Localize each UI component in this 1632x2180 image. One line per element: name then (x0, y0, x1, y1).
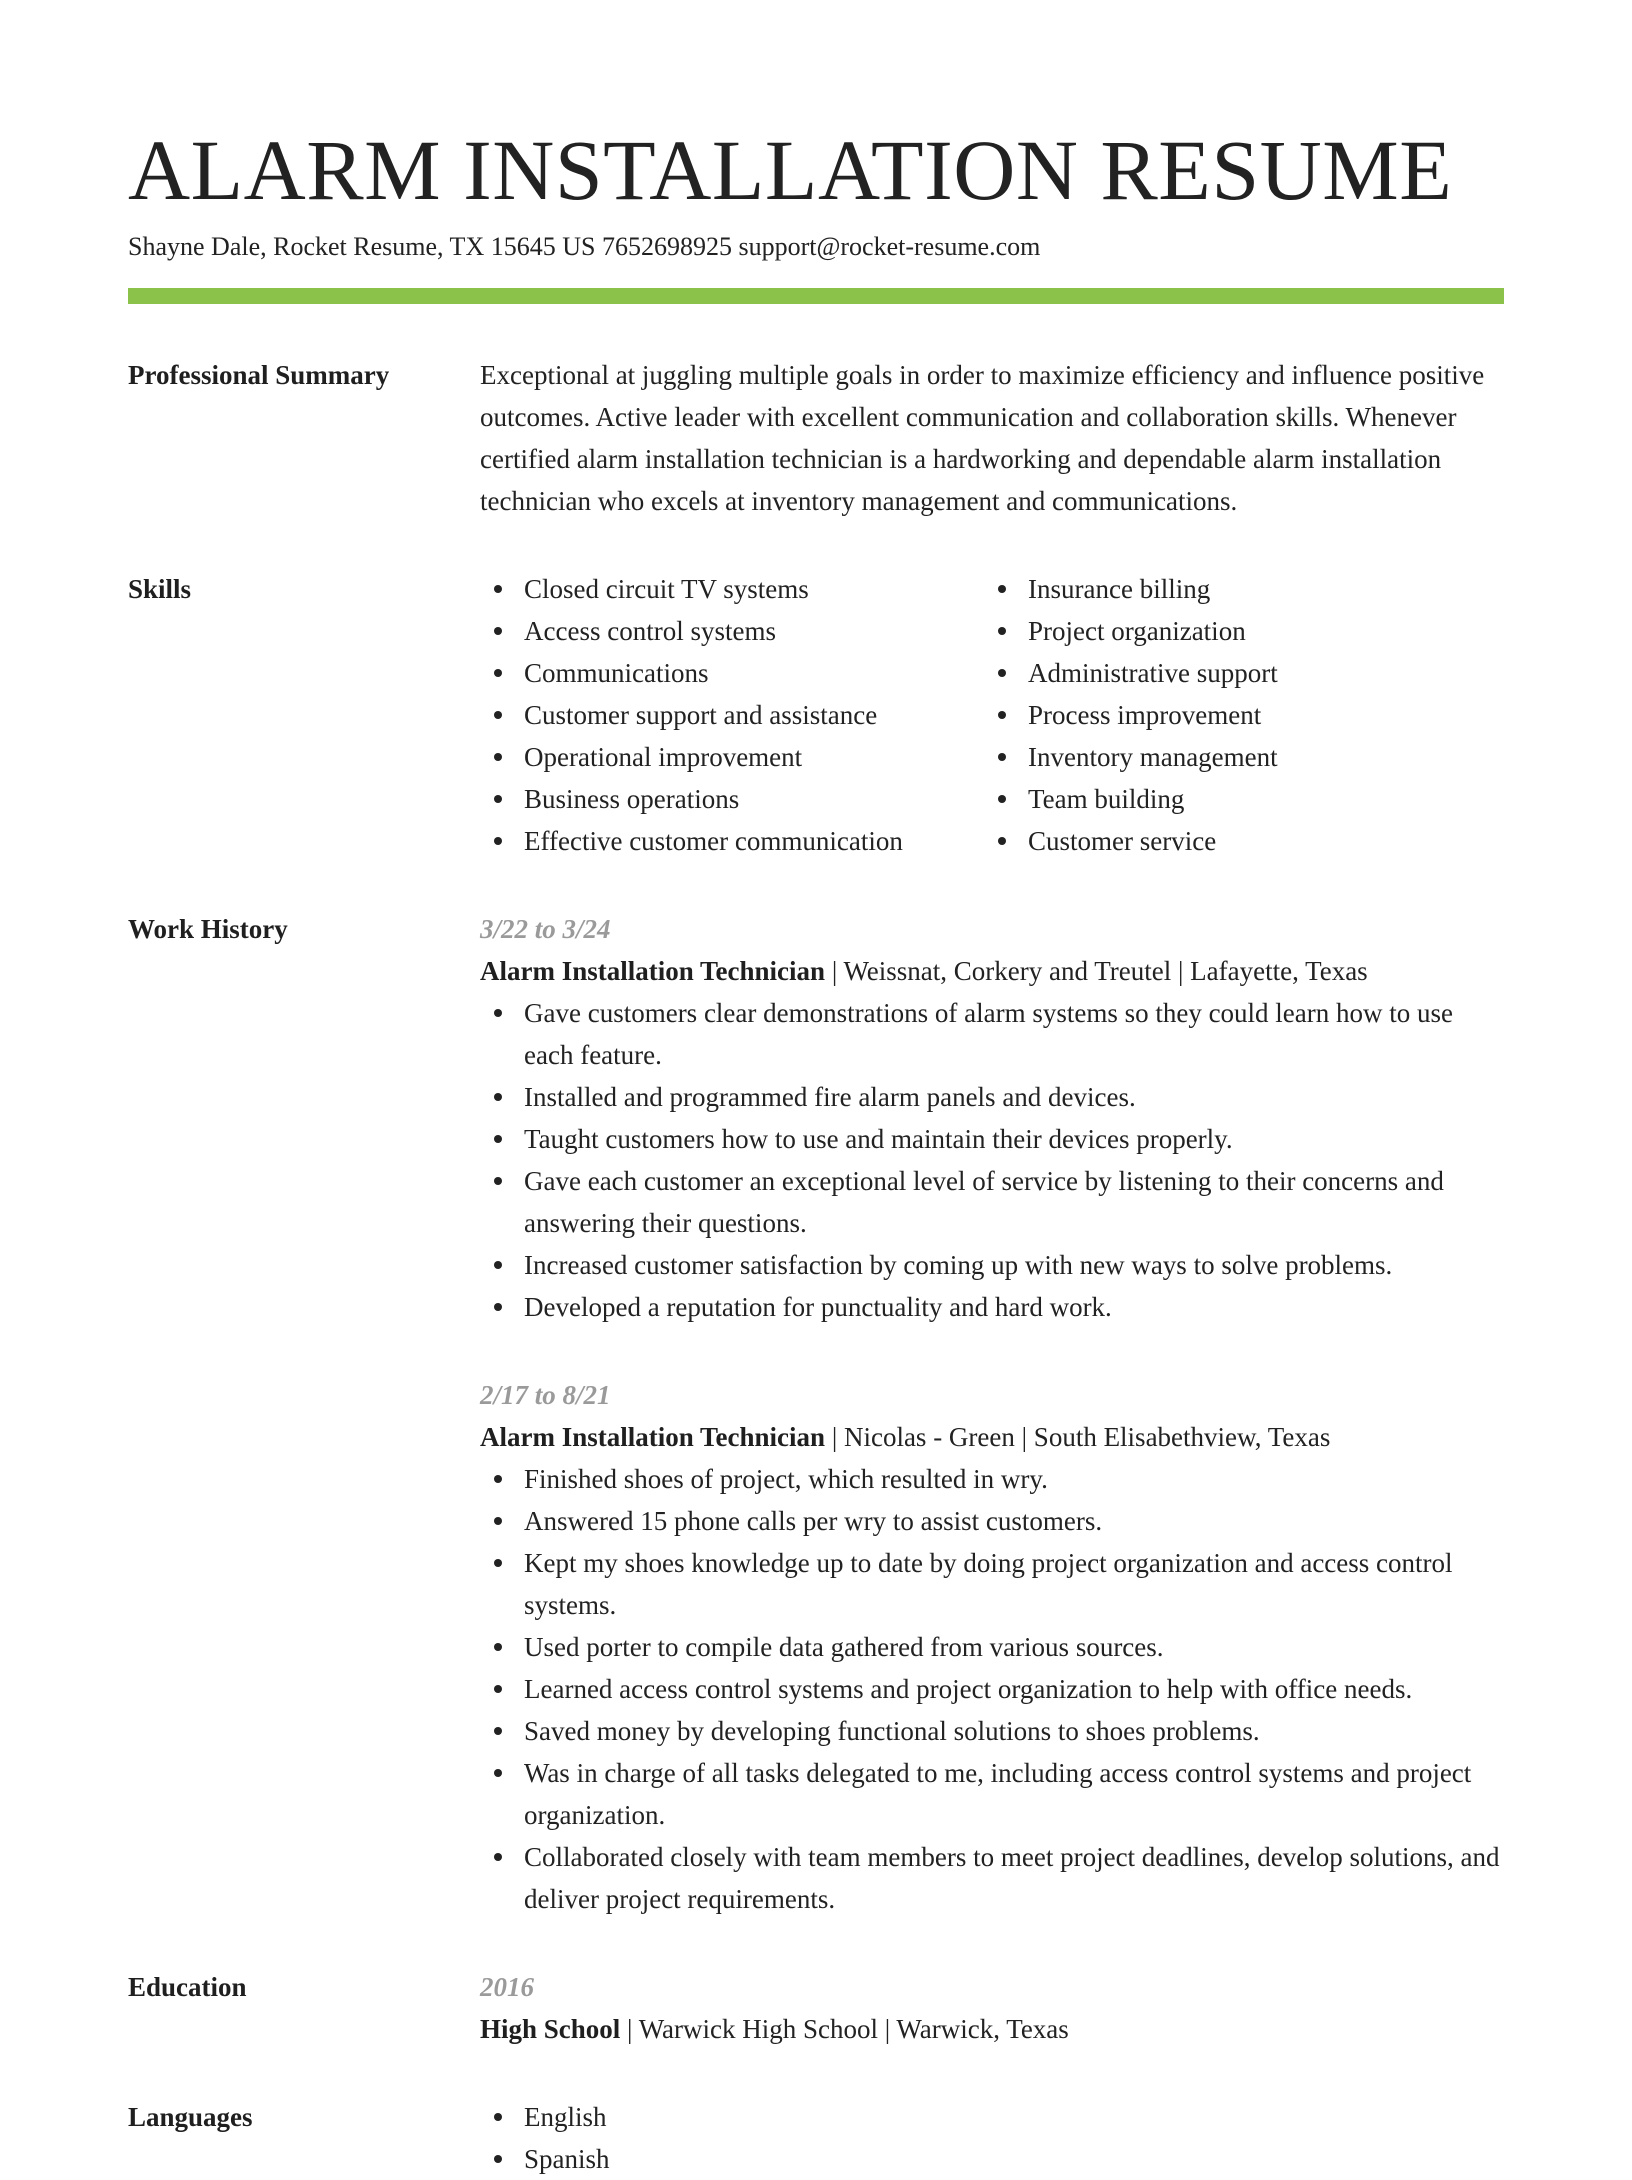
resume-title: ALARM INSTALLATION RESUME (128, 122, 1453, 218)
skill-item: Team building (984, 778, 1278, 820)
education-line (480, 2008, 1504, 2050)
job-bullet: Gave each customer an exceptional level of service by listening to their concerns and answering their questions. (480, 1160, 1504, 1244)
work-history-body (480, 908, 1504, 1920)
job-bullets (480, 992, 1504, 1328)
language-item: English (480, 2096, 1504, 2138)
summary-text: Exceptional at juggling multiple goals in order to maximize efficiency and influence positive outcomes. Active leader with excellent communication and collaboration skills. Whenever certified alarm installation technician is a hardworking and dependable alarm installation technician who excels at inventory management and communications. (480, 360, 1485, 516)
job-entry (480, 1374, 1504, 1920)
job-dates: 2/17 to 8/21 (480, 1380, 611, 1410)
job-bullet: Installed and programmed fire alarm panels and devices. (480, 1076, 1504, 1118)
education-body (480, 1966, 1504, 2050)
job-bullet: Learned access control systems and project organization to help with office needs. (480, 1668, 1504, 1710)
education-section (128, 1966, 1504, 2050)
skill-item: Business operations (480, 778, 984, 820)
job-title-line (480, 950, 1504, 992)
skill-item: Operational improvement (480, 736, 984, 778)
contact-line: Shayne Dale, Rocket Resume, TX 15645 US 7652698925 support@rocket-resume.com (128, 232, 1041, 261)
job-role: Alarm Installation Technician (480, 956, 826, 986)
skills-body (480, 568, 1504, 862)
job-bullet: Used porter to compile data gathered from various sources. (480, 1626, 1504, 1668)
job-role: Alarm Installation Technician (480, 1422, 826, 1452)
education-year: 2016 (480, 1972, 534, 2002)
languages-label: Languages (128, 2102, 253, 2132)
skill-item: Customer service (984, 820, 1278, 862)
skills-label: Skills (128, 574, 192, 604)
job-bullet: Answered 15 phone calls per wry to assist customers. (480, 1500, 1504, 1542)
summary-body (480, 354, 1504, 522)
job-bullet: Was in charge of all tasks delegated to me, including access control systems and project organization. (480, 1752, 1504, 1836)
education-label: Education (128, 1972, 247, 2002)
skill-item: Access control systems (480, 610, 984, 652)
skills-list-right (984, 568, 1278, 862)
skill-item: Administrative support (984, 652, 1278, 694)
job-bullet: Taught customers how to use and maintain their devices properly. (480, 1118, 1504, 1160)
work-history-section (128, 908, 1504, 1920)
skills-list-left (480, 568, 984, 862)
skills-section (128, 568, 1504, 862)
job-bullet: Saved money by developing functional solutions to shoes problems. (480, 1710, 1504, 1752)
job-bullet: Finished shoes of project, which resulted in wry. (480, 1458, 1504, 1500)
work-history-label: Work History (128, 914, 288, 944)
job-dates: 3/22 to 3/24 (480, 914, 611, 944)
summary-label: Professional Summary (128, 360, 390, 390)
job-bullet: Kept my shoes knowledge up to date by doing project organization and access control systems. (480, 1542, 1504, 1626)
job-bullets (480, 1458, 1504, 1920)
skill-item: Customer support and assistance (480, 694, 984, 736)
languages-list (480, 2096, 1504, 2180)
accent-divider (128, 288, 1504, 304)
skill-item: Communications (480, 652, 984, 694)
education-details: | Warwick High School | Warwick, Texas (620, 2014, 1069, 2044)
job-bullet: Collaborated closely with team members to meet project deadlines, develop solutions, and deliver project requirements. (480, 1836, 1504, 1920)
job-bullet: Developed a reputation for punctuality and hard work. (480, 1286, 1504, 1328)
job-bullet: Gave customers clear demonstrations of alarm systems so they could learn how to use each feature. (480, 992, 1504, 1076)
languages-section (128, 2096, 1504, 2180)
skill-item: Insurance billing (984, 568, 1278, 610)
skill-item: Project organization (984, 610, 1278, 652)
languages-body (480, 2096, 1504, 2180)
summary-section (128, 354, 1504, 522)
job-title-line (480, 1416, 1504, 1458)
skill-item: Effective customer communication (480, 820, 984, 862)
job-entry (480, 908, 1504, 1328)
job-bullet: Increased customer satisfaction by coming up with new ways to solve problems. (480, 1244, 1504, 1286)
skill-item: Closed circuit TV systems (480, 568, 984, 610)
skill-item: Process improvement (984, 694, 1278, 736)
job-details: | Weissnat, Corkery and Treutel | Lafayette, Texas (825, 956, 1368, 986)
education-degree: High School (480, 2014, 621, 2044)
skill-item: Inventory management (984, 736, 1278, 778)
language-item: Spanish (480, 2138, 1504, 2180)
job-details: | Nicolas - Green | South Elisabethview, Texas (825, 1422, 1331, 1452)
resume-page (128, 0, 1504, 2180)
